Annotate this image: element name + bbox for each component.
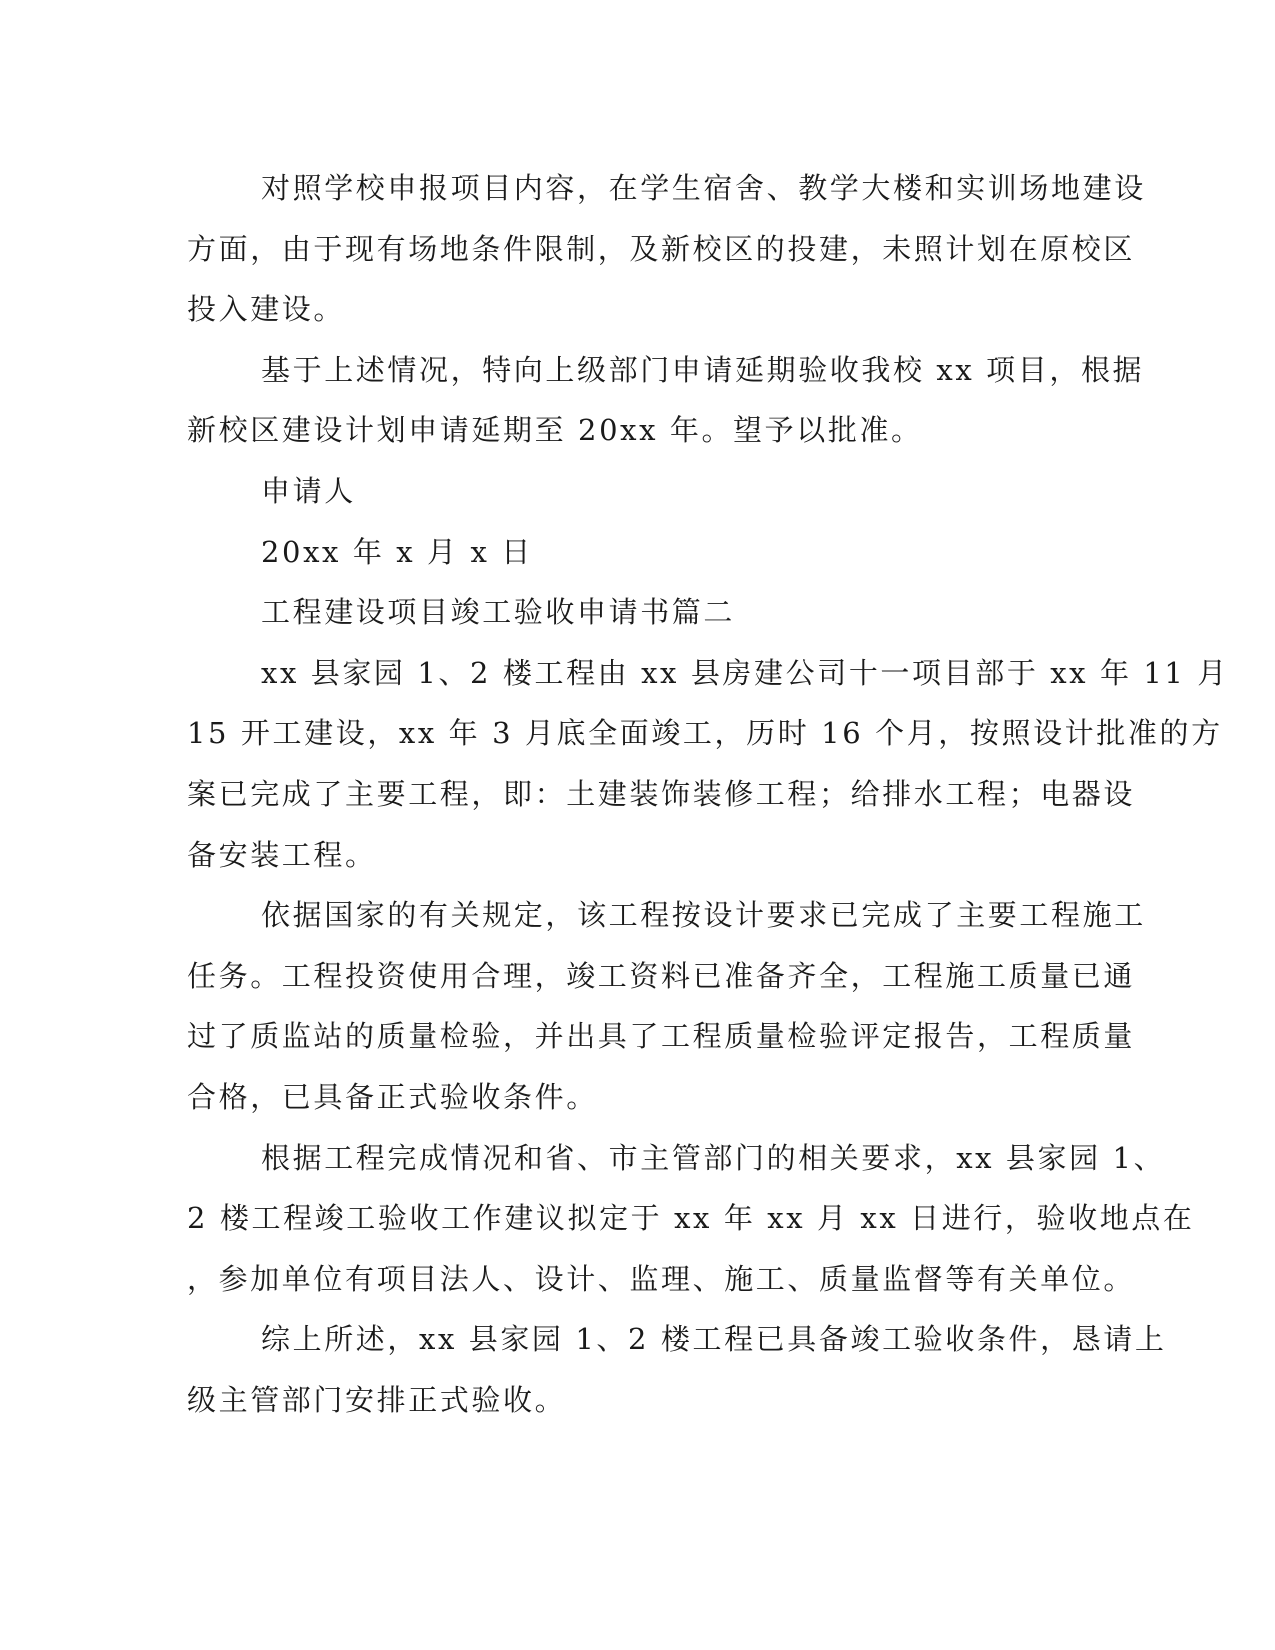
text-line: 合格，已具备正式验收条件。	[187, 1079, 598, 1114]
text-line: 备安装工程。	[187, 837, 377, 872]
text-line: 对照学校申报项目内容，在学生宿舍、教学大楼和实训场地建设	[261, 171, 1146, 205]
applicant-label	[187, 461, 1067, 522]
paragraph-acceptance-schedule	[187, 1128, 1195, 1310]
section-title	[187, 582, 1067, 643]
text-line: 申请人	[261, 473, 356, 508]
paragraph-extension-request	[187, 340, 1145, 461]
text-line: 方面，由于现有场地条件限制，及新校区的投建，未照计划在原校区	[187, 231, 1136, 266]
text-line: 新校区建设计划申请延期至 20xx 年。望予以批准。	[187, 413, 923, 448]
text-line: 2 楼工程竣工验收工作建议拟定于 xx 年 xx 月 xx 日进行，验收地点在	[187, 1201, 1195, 1236]
text-line: 级主管部门安排正式验收。	[187, 1382, 567, 1417]
text-line: 工程建设项目竣工验收申请书篇二	[261, 595, 736, 630]
text-line: ，参加单位有项目法人、设计、监理、施工、质量监督等有关单位。	[187, 1261, 1136, 1296]
text-line: 20xx 年 x 月 x 日	[261, 534, 533, 569]
text-line: 投入建设。	[187, 292, 346, 327]
text-line: 案已完成了主要工程，即：土建装饰装修工程；给排水工程；电器设	[187, 776, 1136, 811]
paragraph-compliance	[187, 885, 1146, 1127]
text-line: 基于上述情况，特向上级部门申请延期验收我校 xx 项目，根据	[261, 352, 1145, 387]
text-line: xx 县家园 1、2 楼工程由 xx 县房建公司十一项目部于 xx 年 11 月	[261, 655, 1229, 690]
text-line: 15 开工建设，xx 年 3 月底全面竣工，历时 16 个月，按照设计批准的方	[187, 716, 1223, 751]
paragraph-conclusion	[187, 1309, 1167, 1430]
text-line: 根据工程完成情况和省、市主管部门的相关要求，xx 县家园 1、	[261, 1140, 1166, 1175]
application-date	[187, 522, 1067, 583]
text-line: 过了质监站的质量检验，并出具了工程质量检验评定报告，工程质量	[187, 1019, 1136, 1054]
text-line: 综上所述，xx 县家园 1、2 楼工程已具备竣工验收条件，恳请上	[261, 1322, 1167, 1357]
text-line: 依据国家的有关规定，该工程按设计要求已完成了主要工程施工	[261, 898, 1146, 933]
paragraph-project-status	[187, 158, 1146, 340]
paragraph-project-overview	[187, 643, 1229, 885]
document-body	[187, 158, 1229, 1430]
text-line: 任务。工程投资使用合理，竣工资料已准备齐全，工程施工质量已通	[187, 958, 1136, 993]
